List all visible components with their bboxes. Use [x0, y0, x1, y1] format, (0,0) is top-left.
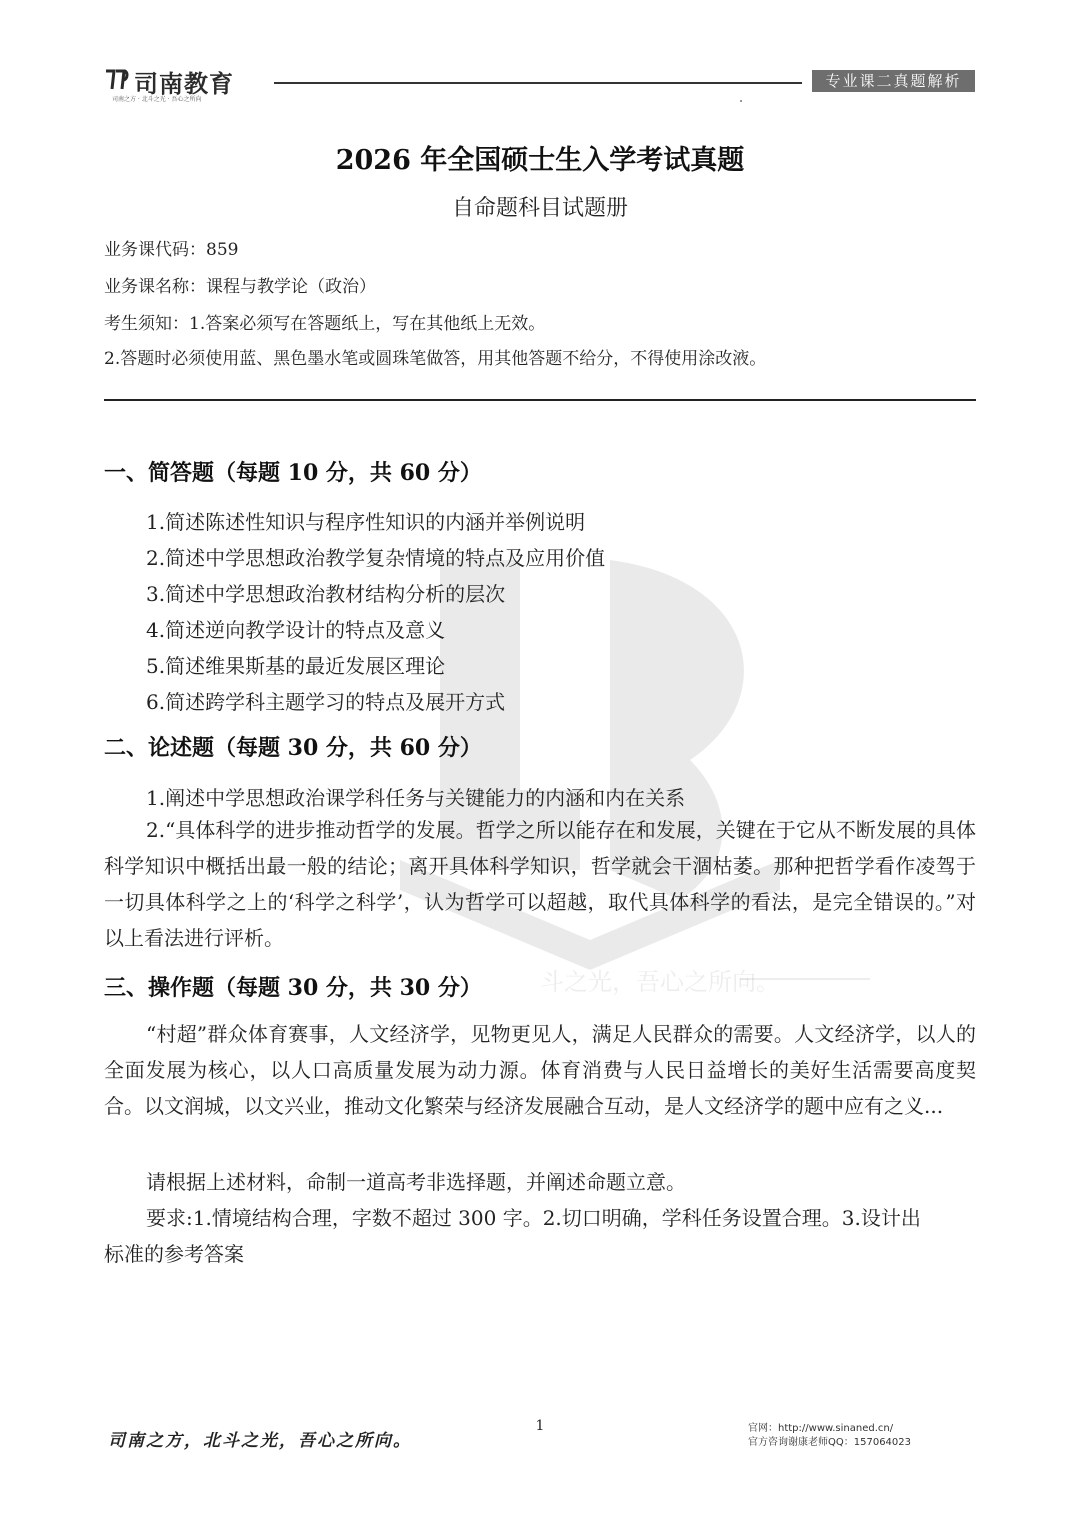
exam-notice-1: 考生须知：1.答案必须写在答题纸上，写在其他纸上无效。	[104, 314, 546, 334]
footer-website: 官网：http://www.sinaned.cn/	[748, 1423, 894, 1434]
header-badge: 专业课二真题解析	[812, 70, 975, 92]
section-2-heading: 二、论述题（每题 30 分，共 60 分）	[104, 735, 482, 761]
header-dot	[740, 100, 742, 102]
brand-logo	[104, 64, 264, 106]
course-code: 业务课代码：859	[104, 240, 239, 260]
footer-slogan: 司南之方，北斗之光，吾心之所向。	[108, 1431, 412, 1451]
exam-notice-2: 2.答题时必须使用蓝、黑色墨水笔或圆珠笔做答，用其他答题不给分，不得使用涂改液。	[104, 349, 767, 369]
exam-subtitle: 自命题科目试题册	[451, 196, 628, 221]
essay-question-2: 2.“具体科学的进步推动哲学的发展。哲学之所以能存在和发展，关键在于它从不断发展的具体科学知识中概括出最一般的结论；离开具体科学知识，哲学就会干涸枯萎。那种把哲学看作凌驾于一切具体科学之上的‘科学之科学’，认为哲学可以超越，取代具体科学的看法，是完全错误的。”对以上看法进行评析。	[104, 818, 976, 950]
question-item: 3.简述中学思想政治教材结构分析的层次	[146, 582, 506, 606]
question-item: 4.简述逆向教学设计的特点及意义	[146, 618, 446, 642]
section-1-heading: 一、简答题（每题 10 分，共 60 分）	[104, 460, 482, 486]
course-name: 业务课名称：课程与教学论（政治）	[104, 277, 376, 297]
footer-contact: 官方咨询谢康老师QQ：157064023	[748, 1437, 912, 1448]
header-divider	[274, 82, 802, 84]
operation-requirements: 要求:1.情境结构合理，字数不超过 300 字。2.切口明确，学科任务设置合理。3.设计出	[146, 1206, 921, 1230]
question-item: 5.简述维果斯基的最近发展区理论	[146, 654, 446, 678]
question-item: 1.简述陈述性知识与程序性知识的内涵并举例说明	[146, 510, 586, 534]
operation-requirements-cont: 标准的参考答案	[104, 1242, 244, 1266]
question-item: 2.简述中学思想政治教学复杂情境的特点及应用价值	[146, 546, 606, 570]
section-3-heading: 三、操作题（每题 30 分，共 30 分）	[104, 975, 482, 1001]
watermark-text: 斗之光，吾心之所向。	[540, 968, 780, 996]
essay-question-1: 1.阐述中学思想政治课学科任务与关键能力的内涵和内在关系	[146, 786, 686, 810]
logo-text: 司南教育	[134, 70, 234, 98]
operation-task: 请根据上述材料，命制一道高考非选择题，并阐述命题立意。	[146, 1170, 686, 1194]
logo-slogan: 司南之方 · 北斗之光 · 吾心之所向	[112, 96, 202, 103]
exam-title: 2026 年全国硕士生入学考试真题	[335, 145, 745, 176]
watermark-line	[740, 978, 870, 980]
title-divider	[104, 399, 976, 401]
page-number: 1	[535, 1418, 545, 1434]
question-item: 6.简述跨学科主题学习的特点及展开方式	[146, 690, 506, 714]
operation-material: “村超”群众体育赛事，人文经济学，见物更见人，满足人民群众的需要。人文经济学，以人的全面发展为核心，以人口高质量发展为动力源。体育消费与人民日益增长的美好生活需要高度契合。以文润城，以文兴业，推动文化繁荣与经济发展融合互动，是人文经济学的题中应有之义...	[104, 1022, 976, 1118]
